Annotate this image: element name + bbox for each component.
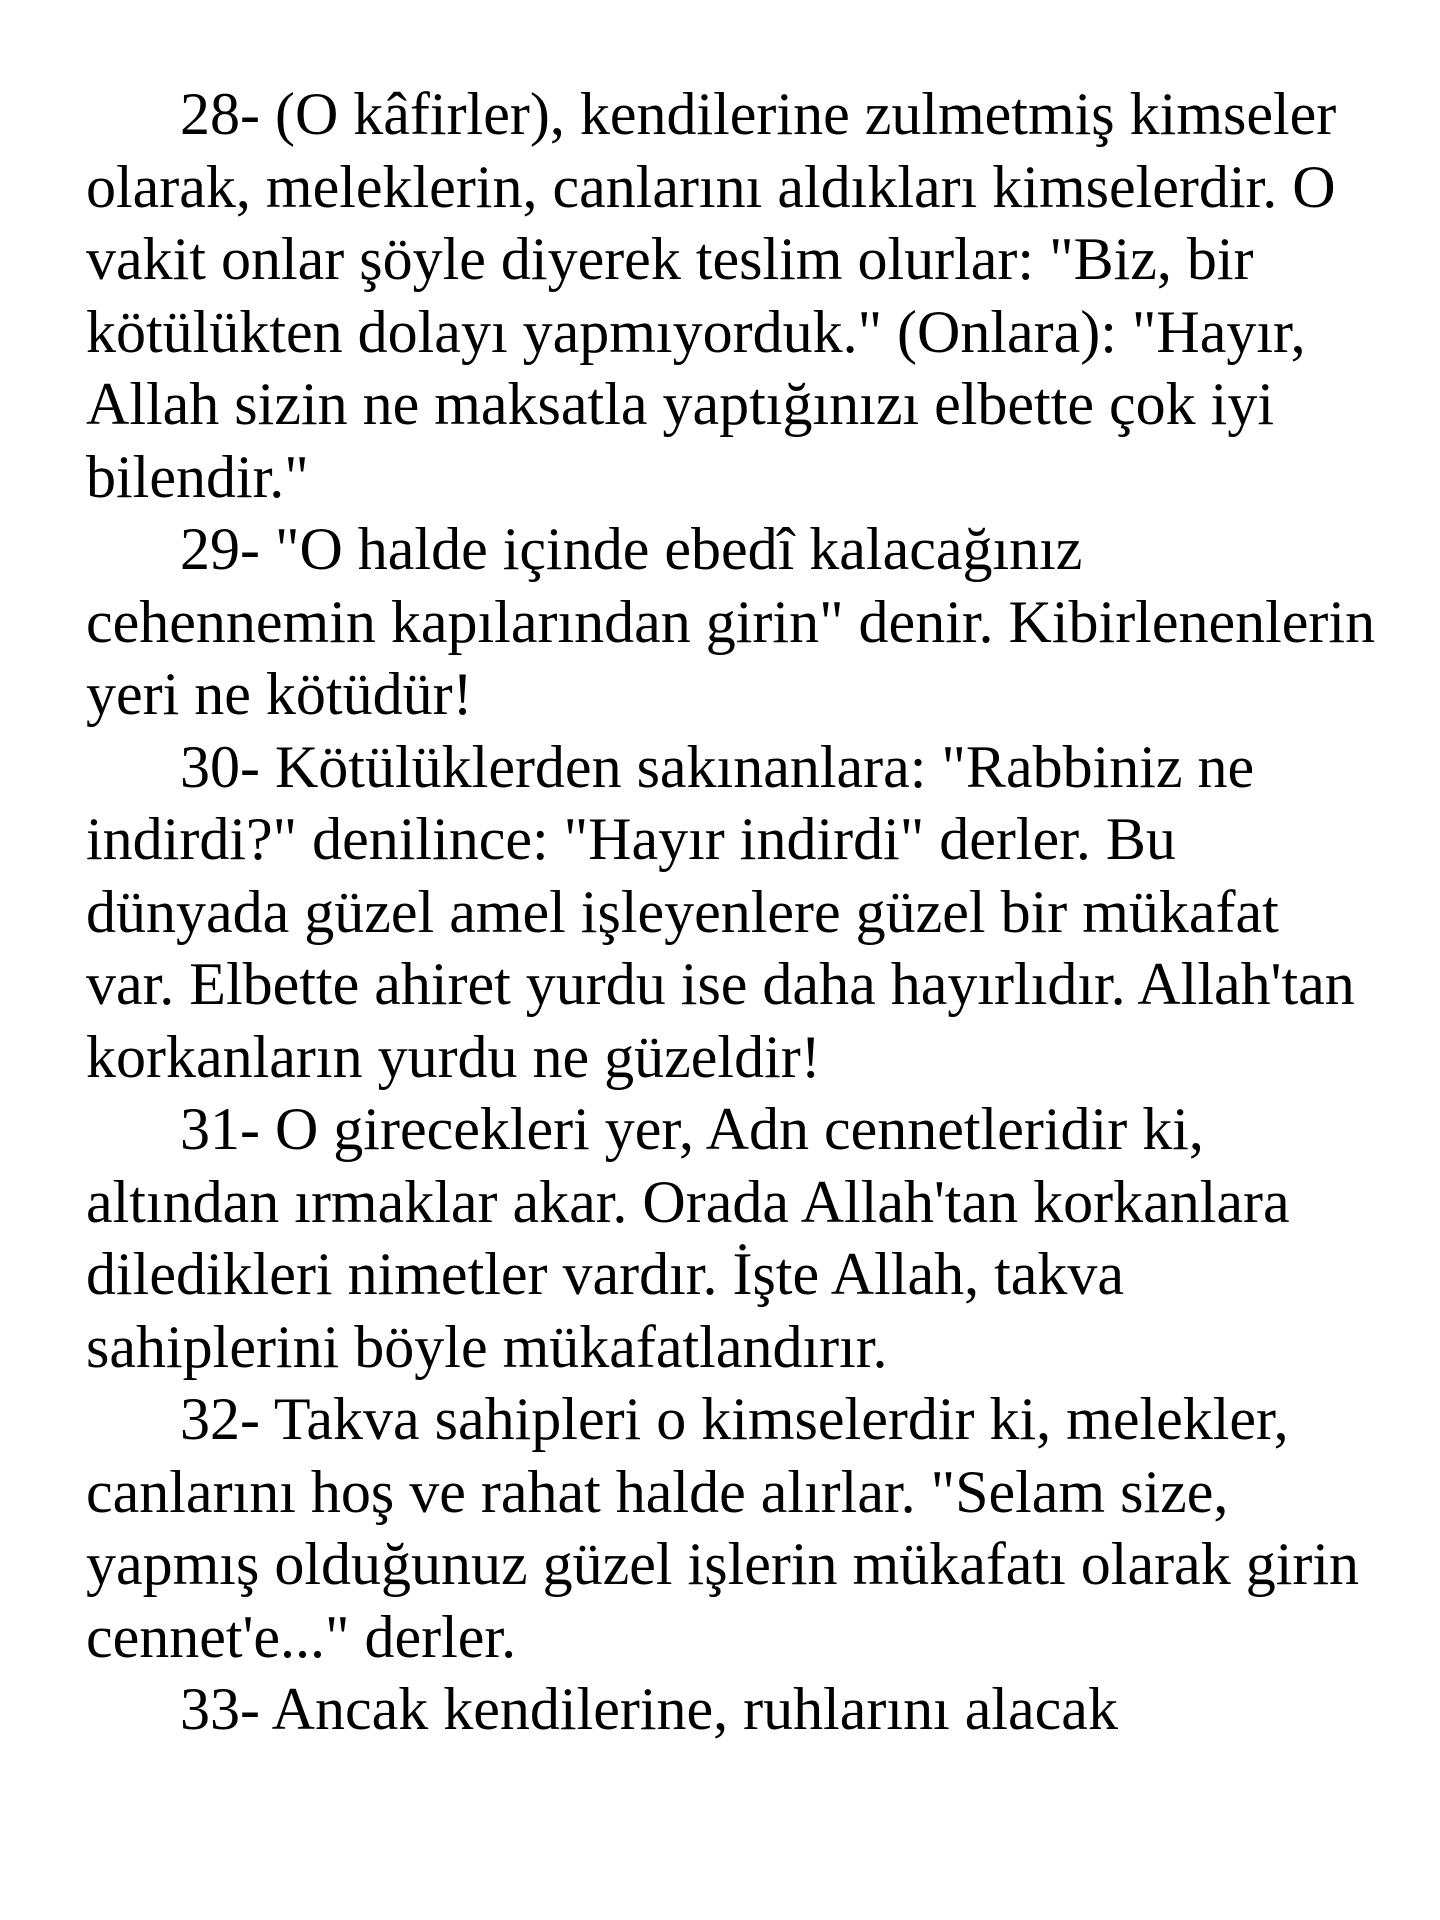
verse-33: 33- Ancak kendilerine, ruhlarını alacak [180, 1676, 1118, 1742]
page-text [86, 78, 1376, 1746]
verse-31: 31- O girecekleri yer, Adn cennetleridir ki, altından ırmaklar akar. Orada Allah'tan korkanlara diledikleri nimetler vardır. İşte Allah, takva sahiplerini böyle mükafatlandırır. [86, 1096, 1290, 1380]
verse-29: 29- "O halde içinde ebedî kalacağınız cehennemin kapılarından girin" denir. Kibirlenenlerin yeri ne kötüdür! [86, 516, 1376, 727]
verse-32: 32- Takva sahipleri o kimselerdir ki, melekler, canlarını hoş ve rahat halde alırlar. "Selam size, yapmış olduğunuz güzel işlerin mükafatı olarak girin cennet'e..." derler. [86, 1386, 1360, 1670]
verse-30: 30- Kötülüklerden sakınanlara: "Rabbiniz ne indirdi?" denilince: "Hayır indirdi" derler. Bu dünyada güzel amel işleyenlere güzel bir mükafat var. Elbette ahiret yurdu ise daha hayırlıdır. Allah'tan korkanların yurdu ne güzeldir! [86, 733, 1355, 1090]
verse-28: 28- (O kâfirler), kendilerine zulmetmiş kimseler olarak, meleklerin, canlarını aldıkları kimselerdir. O vakit onlar şöyle diyerek teslim olurlar: "Biz, bir kötülükten dolayı yapmıyorduk." (Onlara): "Hayır, Allah sizin ne maksatla yaptığınızı elbette çok iyi bilendir." [86, 81, 1337, 510]
